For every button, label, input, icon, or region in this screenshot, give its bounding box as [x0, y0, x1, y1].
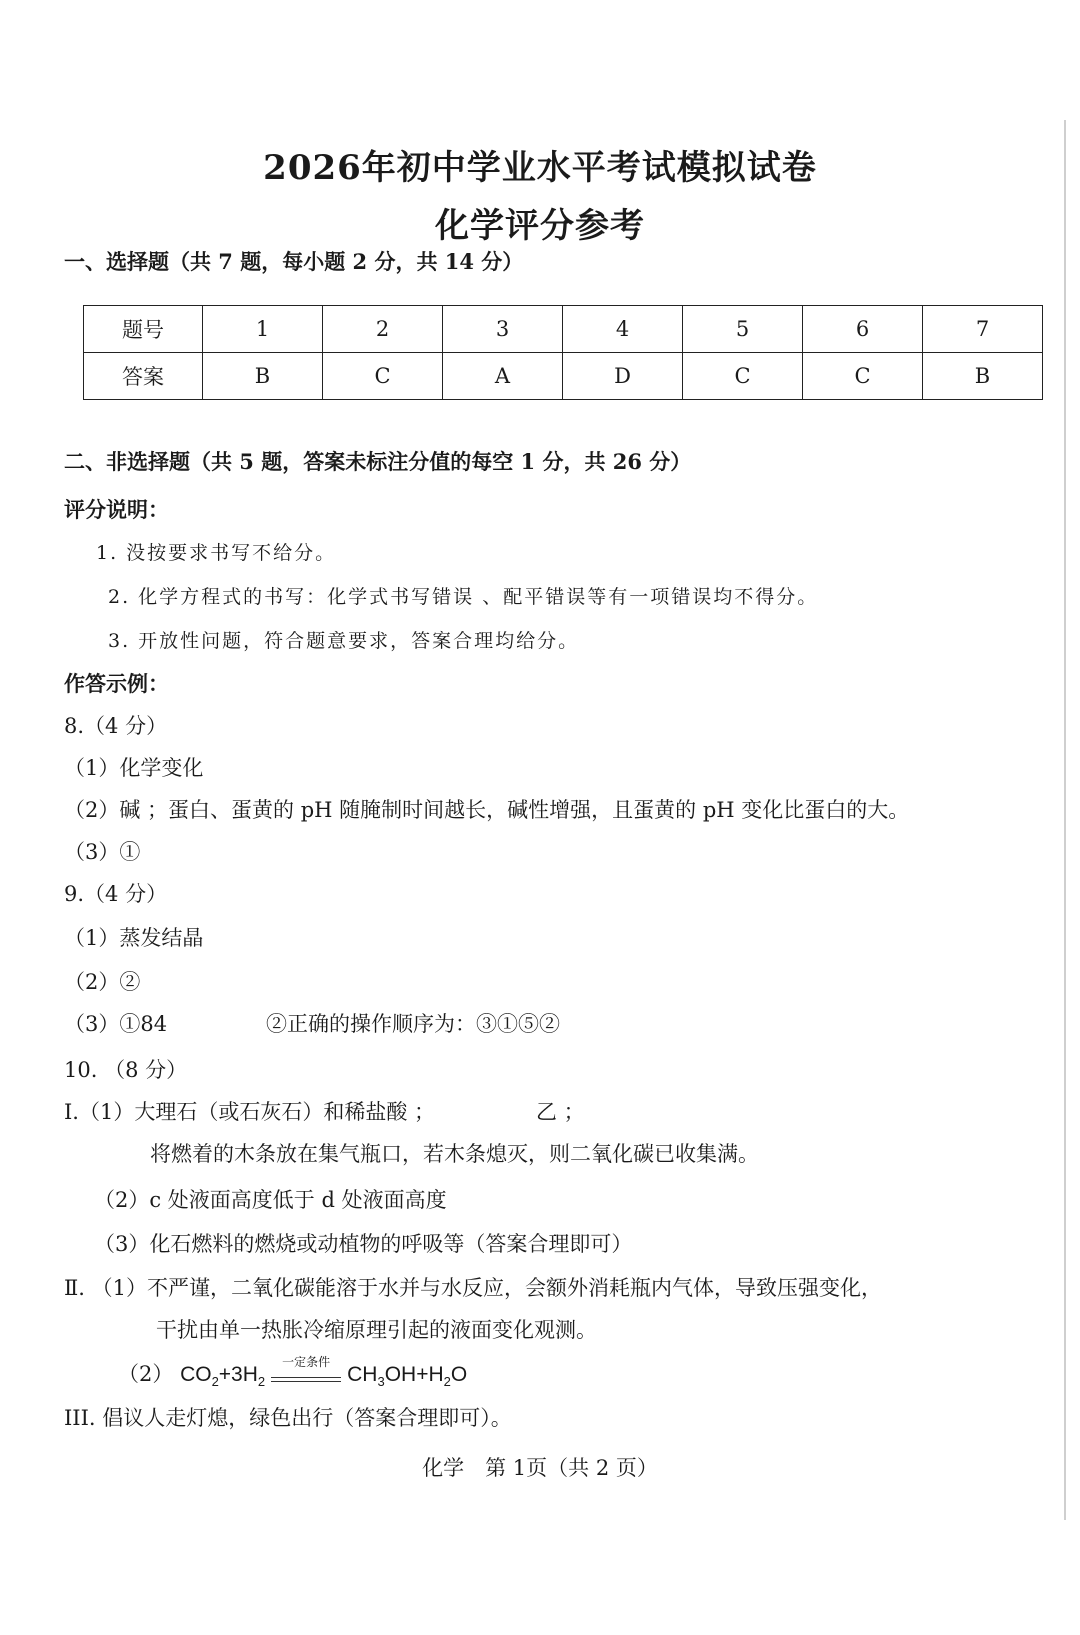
table-cell: C: [323, 353, 443, 400]
q10-heading: 10. （8 分）: [64, 1058, 188, 1082]
q10-part2-answer-1-cont: 干扰由单一热胀冷缩原理引起的液面变化观测。: [156, 1318, 597, 1342]
table-cell: D: [563, 353, 683, 400]
table-row-question-numbers: [84, 306, 1043, 353]
table-row-answers: [84, 353, 1043, 400]
scoring-note-3: 3. 开放性问题，符合题意要求，答案合理均给分。: [108, 630, 580, 652]
page-footer: 化学 第 1页（共 2 页）: [422, 1456, 658, 1480]
q9-answer-3b: ②正确的操作顺序为：③①⑤②: [266, 1012, 560, 1036]
q8-answer-2: （2）碱 ；蛋白、蛋黄的 pH 随腌制时间越长，碱性增强，且蛋黄的 pH 变化比蛋白的大。: [64, 798, 910, 822]
q10-part2-answer-1: Ⅱ. （1）不严谨，二氧化碳能溶于水并与水反应，会额外消耗瓶内气体，导致压强变化，: [64, 1276, 882, 1300]
q10-part3-answer: III. 倡议人走灯熄，绿色出行（答案合理即可）。: [64, 1406, 512, 1430]
table-cell: 7: [923, 306, 1043, 353]
answer-table: [83, 305, 1043, 400]
q10-part1-answer-2: （2）c 处液面高度低于 d 处液面高度: [94, 1188, 447, 1212]
table-cell: 4: [563, 306, 683, 353]
q9-answer-2: （2）②: [64, 970, 141, 994]
examples-heading: 作答示例：: [64, 671, 169, 696]
table-cell: B: [203, 353, 323, 400]
scoring-note-2: 2. 化学方程式的书写：化学式书写错误 、配平错误等有一项错误均不得分。: [108, 586, 819, 608]
exam-subtitle: 化学评分参考: [435, 206, 645, 246]
reaction-condition-text: 一定条件: [282, 1355, 331, 1370]
exam-title: 2026年初中学业水平考试模拟试卷: [263, 148, 817, 188]
chemical-equation: $CO_2+3H_2$ 一定条件 $CH_3OH+H_2O$: [180, 1355, 468, 1390]
q9-heading: 9.（4 分）: [64, 882, 168, 906]
q10-part1-answer-1b: 乙 ；: [536, 1100, 585, 1124]
table-cell: A: [443, 353, 563, 400]
table-cell: 3: [443, 306, 563, 353]
table-cell: 2: [323, 306, 443, 353]
table-cell: 1: [203, 306, 323, 353]
q9-answer-3a: （3）①84: [64, 1012, 168, 1036]
reaction-condition-sign: [271, 1355, 341, 1387]
q10-part1-answer-3: （3）化石燃料的燃烧或动植物的呼吸等（答案合理即可）: [94, 1232, 633, 1256]
q10-part1-answer-1: Ⅰ.（1）大理石（或石灰石）和稀盐酸 ；: [64, 1100, 436, 1124]
q9-answer-1: （1）蒸发结晶: [64, 926, 204, 950]
q10-part1-answer-1-cont: 将燃着的木条放在集气瓶口，若木条熄灭，则二氧化碳已收集满。: [150, 1142, 759, 1166]
row-label-question: 题号: [84, 306, 203, 353]
row-label-answer: 答案: [84, 353, 203, 400]
section2-heading: 二、非选择题（共 5 题，答案未标注分值的每空 1 分，共 26 分）: [64, 449, 692, 474]
page-edge-line: [1064, 120, 1066, 1520]
section1-heading: 一、选择题（共 7 题，每小题 2 分，共 14 分）: [64, 249, 524, 274]
scoring-note-1: 1. 没按要求书写不给分。: [96, 542, 337, 564]
table-cell: B: [923, 353, 1043, 400]
q10-part2-answer-2: [118, 1355, 468, 1390]
q10-part2-label: （2）: [118, 1362, 174, 1386]
q8-heading: 8.（4 分）: [64, 714, 168, 738]
table-cell: 6: [803, 306, 923, 353]
table-cell: 5: [683, 306, 803, 353]
scoring-notes-heading: 评分说明：: [64, 497, 169, 522]
q8-answer-1: （1）化学变化: [64, 756, 204, 780]
table-cell: C: [683, 353, 803, 400]
table-cell: C: [803, 353, 923, 400]
q8-answer-3: （3）①: [64, 840, 141, 864]
